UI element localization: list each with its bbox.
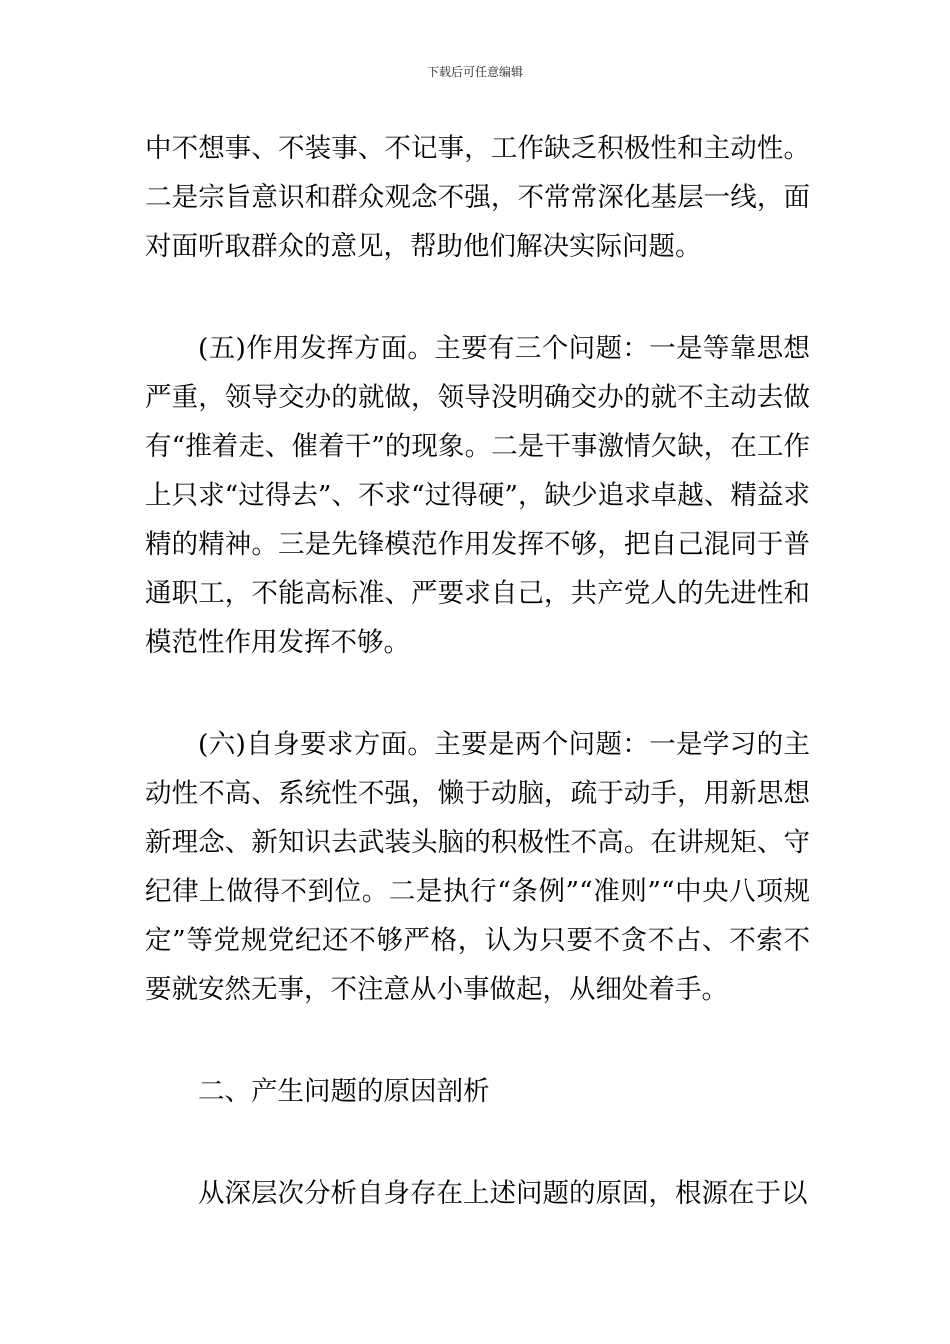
paragraph-continuation: 中不想事、不装事、不记事，工作缺乏积极性和主动性。二是宗旨意识和群众观念不强，不常常深化基层一线，面对面听取群众的意见，帮助他们解决实际问题。 <box>145 133 810 262</box>
paragraph-section-six: (六)自身要求方面。主要是两个问题：一是学习的主动性不高、系统性不强，懒于动脑，疏于动手，用新思想新理念、新知识去武装头脑的积极性不高。在讲规矩、守纪律上做得不到位。二是执行“条例”“准则”“中央八项规定”等党规党纪还不够严格，认为只要不贪不占、不索不要就安然无事，不注意从小事做起，从细处着手。 <box>145 729 810 1005</box>
document-body <box>145 124 810 1218</box>
paragraph-section-five: (五)作用发挥方面。主要有三个问题：一是等靠思想严重，领导交办的就做，领导没明确交办的就不主动去做有“推着走、催着干”的现象。二是干事激情欠缺，在工作上只求“过得去”、不求“过得硬”，缺少追求卓越、精益求精的精神。三是先锋模范作用发挥不够，把自己混同于普通职工，不能高标准、严要求自己，共产党人的先进性和模范性作用发挥不够。 <box>145 333 810 658</box>
page-header: 下载后可任意编辑 <box>426 65 523 79</box>
paragraph-cause-intro: 从深层次分析自身存在上述问题的原固，根源在于以 <box>198 1178 808 1209</box>
section-heading-causes: 二、产生问题的原因剖析 <box>198 1076 490 1107</box>
